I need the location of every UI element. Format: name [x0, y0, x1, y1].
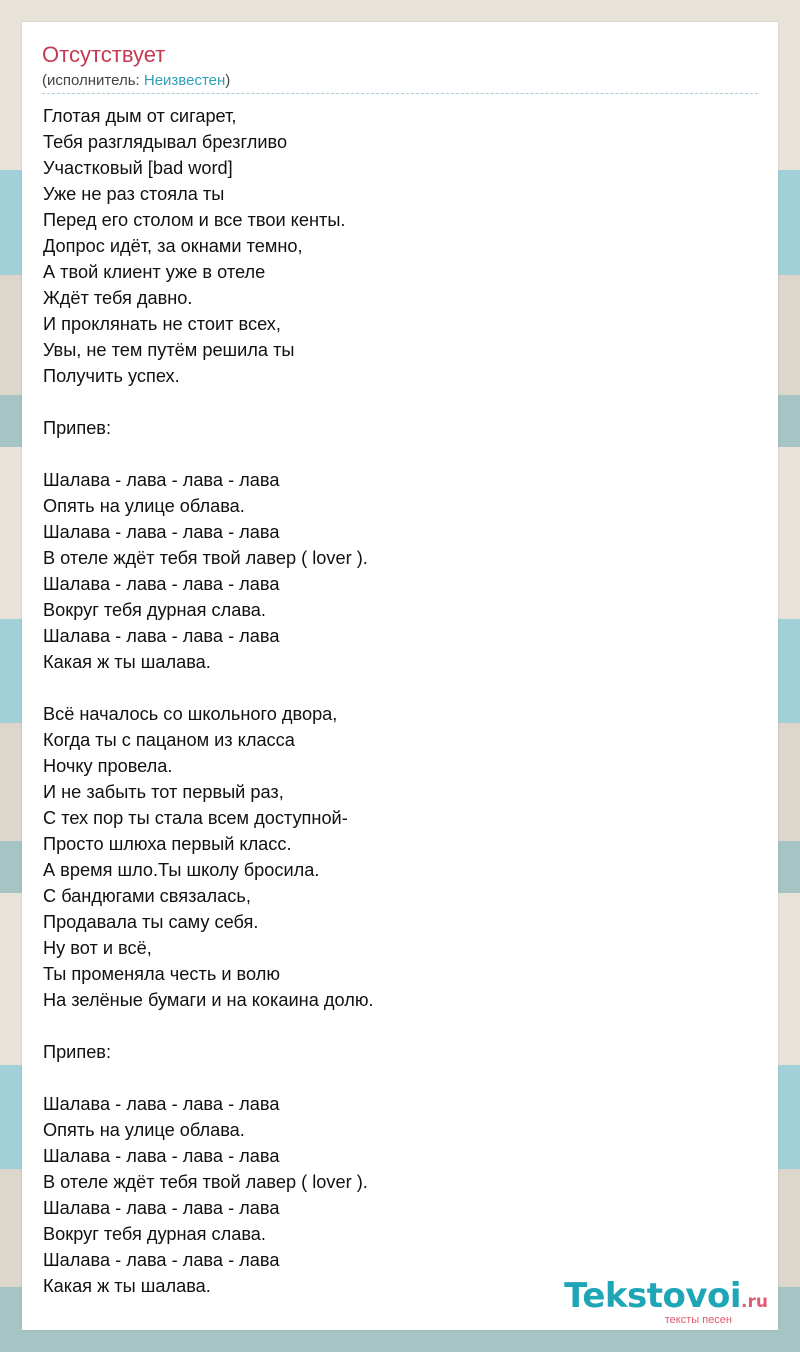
artist-link[interactable]: Неизвестен — [143, 72, 226, 89]
artist-suffix: ) — [225, 72, 231, 89]
logo-name: Tekstovoi — [564, 1276, 742, 1316]
lyric-line — [43, 1013, 743, 1039]
lyric-line: Ты променяла честь и волю — [43, 964, 280, 984]
lyric-line: Продавала ты саму себя. — [43, 912, 259, 932]
lyric-line: Просто шлюха первый класс. — [43, 834, 292, 854]
lyric-line: Когда ты с пацаном из класса — [43, 730, 295, 750]
lyric-line: И не забыть тот первый раз, — [43, 782, 284, 802]
lyric-line: Увы, не тем путём решила ты — [43, 340, 295, 360]
lyric-line: В отеле ждёт тебя твой лавер ( lover ). — [43, 1172, 368, 1192]
lyrics-text — [43, 103, 743, 1299]
lyrics-card — [22, 22, 778, 1330]
lyric-line: Ночку провела. — [43, 756, 173, 776]
lyric-line: Участковый [bad word] — [43, 158, 233, 178]
lyric-line — [43, 389, 743, 415]
site-logo[interactable] — [564, 1278, 768, 1326]
title-divider — [42, 93, 758, 94]
lyric-line: Всё началось со школьного двора, — [43, 704, 338, 724]
lyric-line: Шалава - лава - лава - лава — [43, 1094, 280, 1114]
lyric-line: Какая ж ты шалава. — [43, 1276, 211, 1296]
lyric-line — [43, 675, 743, 701]
logo-tagline: тексты песен — [664, 1314, 732, 1326]
lyric-line: Припев: — [43, 418, 112, 438]
lyric-line: Шалава - лава - лава - лава — [43, 574, 280, 594]
lyric-line: Шалава - лава - лава - лава — [43, 1250, 280, 1270]
lyric-line: Шалава - лава - лава - лава — [43, 470, 280, 490]
lyric-line — [43, 441, 743, 467]
lyric-line: Ну вот и всё, — [43, 938, 152, 958]
lyric-line: Допрос идёт, за окнами темно, — [43, 236, 303, 256]
lyric-line: А время шло.Ты школу бросила. — [43, 860, 320, 880]
lyric-line: Припев: — [43, 1042, 112, 1062]
lyric-line — [43, 1065, 743, 1091]
lyric-line: И проклянать не стоит всех, — [43, 314, 281, 334]
lyric-line: Перед его столом и все твои кенты. — [43, 210, 346, 230]
lyric-line: С бандюгами связалась, — [43, 886, 251, 906]
song-title: Отсутствует — [42, 42, 166, 67]
lyric-line: В отеле ждёт тебя твой лавер ( lover ). — [43, 548, 368, 568]
artist-line — [42, 72, 230, 89]
logo-tld: .ru — [741, 1292, 768, 1312]
lyric-line: Шалава - лава - лава - лава — [43, 626, 280, 646]
lyric-line: Вокруг тебя дурная слава. — [43, 1224, 266, 1244]
lyric-line: С тех пор ты стала всем доступной- — [43, 808, 348, 828]
artist-prefix: (исполнитель: — [42, 72, 144, 89]
lyric-line: Шалава - лава - лава - лава — [43, 1146, 280, 1166]
lyric-line: Вокруг тебя дурная слава. — [43, 600, 266, 620]
lyric-line: Опять на улице облава. — [43, 1120, 245, 1140]
lyric-line: А твой клиент уже в отеле — [43, 262, 266, 282]
lyric-line: Шалава - лава - лава - лава — [43, 522, 280, 542]
lyric-line: Опять на улице облава. — [43, 496, 245, 516]
lyric-line: Ждёт тебя давно. — [43, 288, 193, 308]
lyric-line: Тебя разглядывал брезгливо — [43, 132, 288, 152]
lyric-line: Шалава - лава - лава - лава — [43, 1198, 280, 1218]
lyric-line: На зелёные бумаги и на кокаина долю. — [43, 990, 374, 1010]
lyric-line: Какая ж ты шалава. — [43, 652, 211, 672]
lyric-line: Получить успех. — [43, 366, 180, 386]
lyric-line: Уже не раз стояла ты — [43, 184, 225, 204]
lyric-line: Глотая дым от сигарет, — [43, 106, 237, 126]
